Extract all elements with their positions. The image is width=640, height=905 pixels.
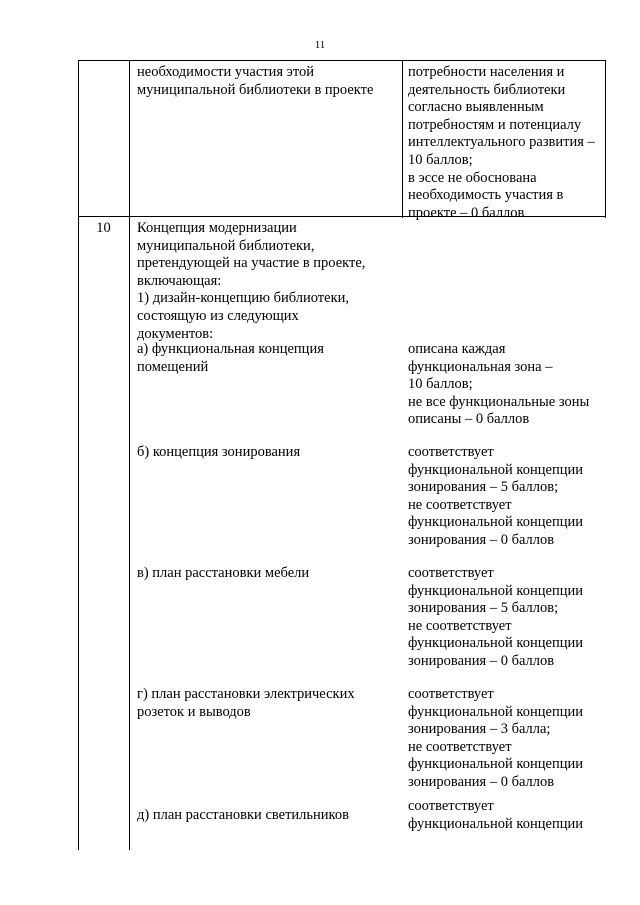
row-number: 10 xyxy=(96,220,111,236)
item-criteria: соответствует функциональной концепции зонирования – 5 баллов; не соответствует функциональной концепции зонирования – 0 баллов xyxy=(408,444,583,548)
row-prev-scoring: потребности населения и деятельность библиотеки согласно выявленным потребностям и потенциалу интеллектуального развития – 10 баллов; в эссе не обоснована необходимость участия в проекте – 0 баллов xyxy=(408,64,595,221)
item-label: в) план расстановки мебели xyxy=(137,565,310,581)
item-label: д) план расстановки светильников xyxy=(137,807,349,823)
column-divider-2 xyxy=(402,60,403,218)
column-border-left xyxy=(78,60,79,850)
item-criteria: соответствует функциональной концепции зонирования – 3 балла; не соответствует функциональной концепции зонирования – 0 баллов xyxy=(408,686,583,790)
item-criteria: описана каждая функциональная зона – 10 баллов; не все функциональные зоны описаны – 0 баллов xyxy=(408,341,590,428)
column-border-right xyxy=(605,60,606,218)
item-label: а) функциональная концепция помещений xyxy=(137,341,324,375)
criteria-table xyxy=(78,60,606,850)
item-label: г) план расстановки электрических розеток и выводов xyxy=(137,686,355,720)
table-top-border xyxy=(78,60,606,61)
row-10-intro: Концепция модернизации муниципальной библиотеки, претендующей на участие в проекте, включающая: 1) дизайн-концепцию библиотеки, состоящую из следующих документов: xyxy=(137,220,366,342)
page-number: 11 xyxy=(314,39,326,51)
column-divider-1 xyxy=(129,60,130,850)
item-criteria: соответствует функциональной концепции зонирования – 5 баллов; не соответствует функциональной концепции зонирования – 0 баллов xyxy=(408,565,583,669)
item-criteria: соответствует функциональной концепции xyxy=(408,798,583,832)
row-prev-criterion: необходимости участия этой муниципальной библиотеки в проекте xyxy=(137,64,374,98)
item-label: б) концепция зонирования xyxy=(137,444,301,460)
